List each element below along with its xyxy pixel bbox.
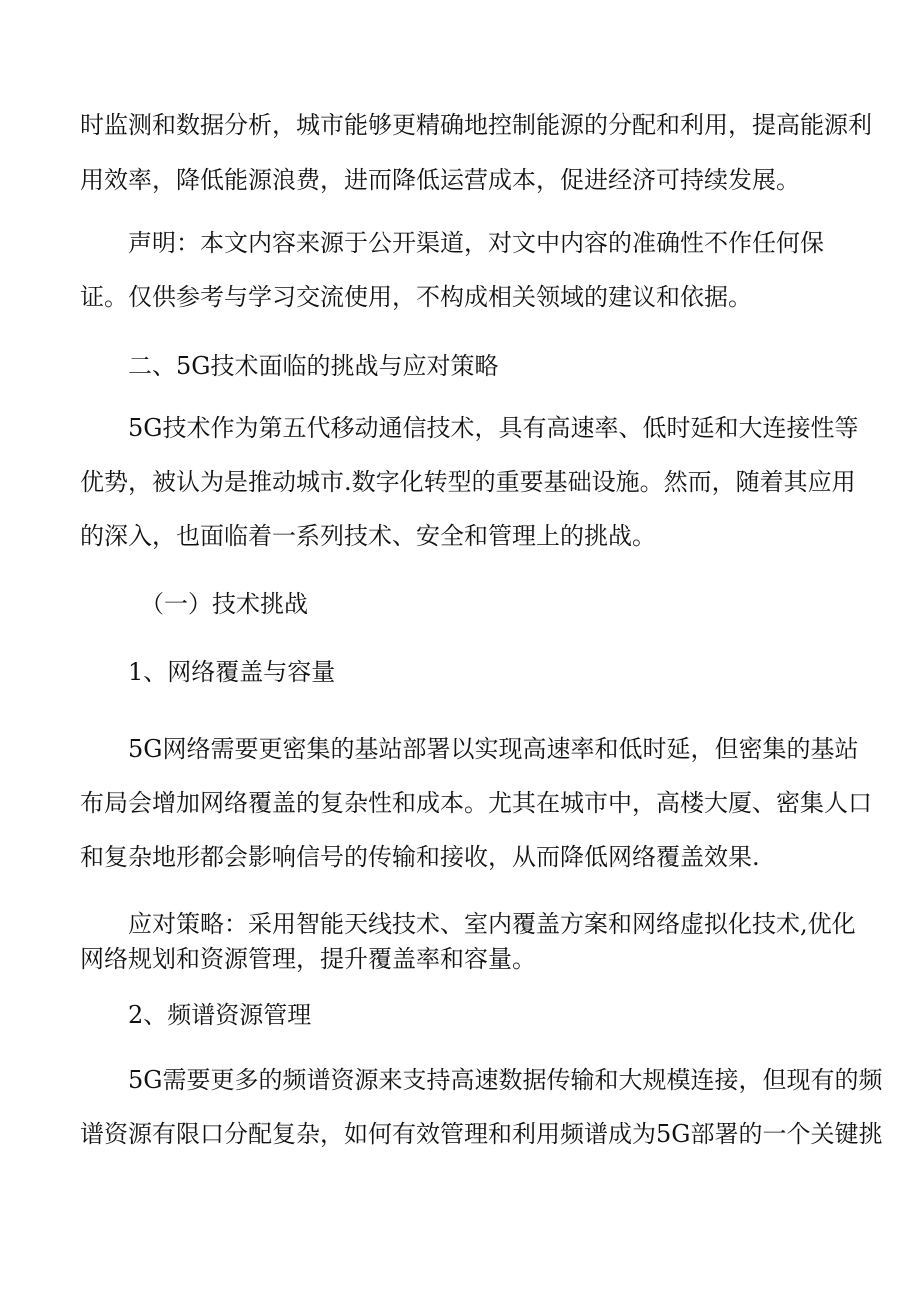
item-heading-coverage-capacity: 1、网络覆盖与容量 [128, 658, 336, 686]
paragraph-spectrum-line-1: 5G需要更多的频谱资源来支持高速数据传输和大规模连接，但现有的频 [128, 1066, 883, 1094]
paragraph-5g-intro-line-2: 优势，被认为是推动城市.数字化转型的重要基础设施。然而，随着其应用 [80, 468, 856, 496]
subheading-technical-challenges: （一）技术挑战 [140, 590, 308, 618]
paragraph-energy-line-2: 用效率，降低能源浪费，进而降低运营成本，促进经济可持续发展。 [80, 166, 800, 194]
paragraph-coverage-line-1: 5G网络需要更密集的基站部署以实现高速率和低时延，但密集的基站 [128, 735, 859, 763]
paragraph-spectrum-line-2: 谱资源有限口分配复杂，如何有效管理和利用频谱成为5G部署的一个关键挑 [80, 1120, 883, 1148]
paragraph-strategy-line-1: 应对策略：采用智能天线技术、室内覆盖方案和网络虚拟化技术,优化 [128, 910, 856, 938]
disclaimer-line-2: 证。仅供参考与学习交流使用，不构成相关领域的建议和依据。 [80, 283, 752, 311]
paragraph-coverage-line-2: 布局会增加网络覆盖的复杂性和成本。尤其在城市中，高楼大厦、密集人口 [80, 789, 872, 817]
paragraph-energy-line-1: 时监测和数据分析，城市能够更精确地控制能源的分配和利用，提高能源利 [80, 111, 872, 139]
paragraph-coverage-line-3: 和复杂地形都会影响信号的传输和接收，从而降低网络覆盖效果. [80, 843, 760, 871]
paragraph-strategy-line-2: 网络规划和资源管理，提升覆盖率和容量。 [80, 945, 536, 973]
disclaimer-line-1: 声明：本文内容来源于公开渠道，对文中内容的准确性不作任何保 [128, 229, 824, 257]
paragraph-5g-intro-line-1: 5G技术作为第五代移动通信技术，具有高速率、低时延和大连接性等 [128, 414, 859, 442]
item-heading-spectrum-management: 2、频谱资源管理 [128, 1001, 312, 1029]
section-heading-5g-challenges: 二、5G技术面临的挑战与应对策略 [128, 352, 499, 380]
paragraph-5g-intro-line-3: 的深入，也面临着一系列技术、安全和管理上的挑战。 [80, 522, 656, 550]
